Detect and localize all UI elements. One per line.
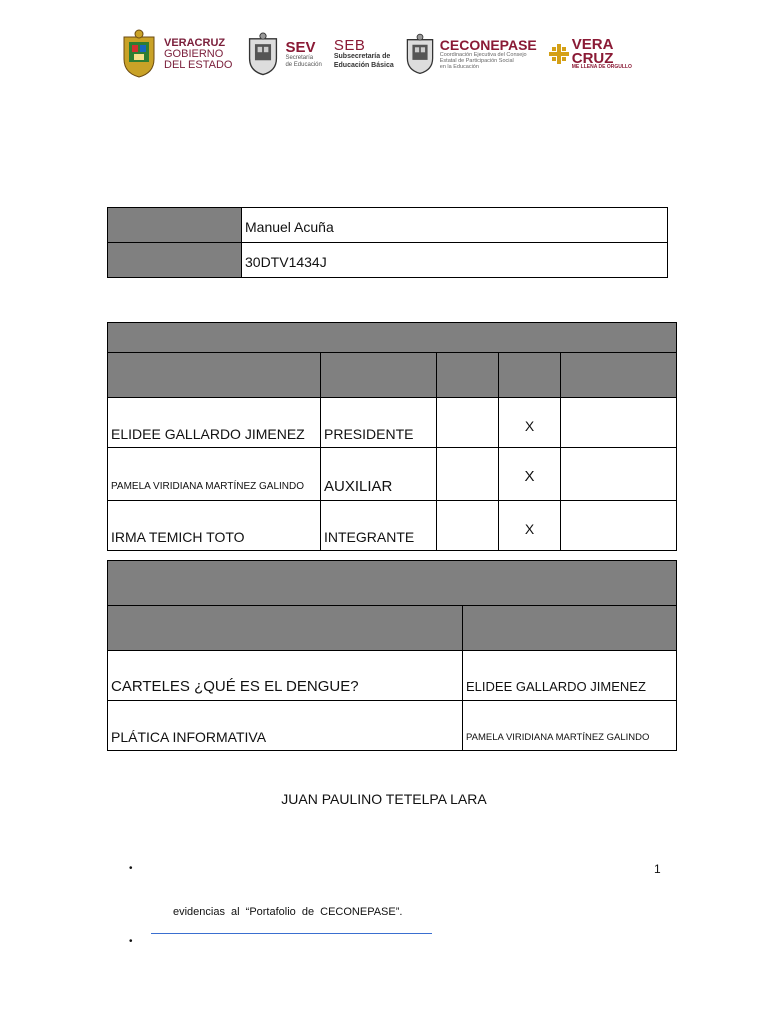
veracruz-star-icon: [549, 44, 569, 64]
table-row: [108, 398, 677, 448]
table-row: [108, 651, 677, 701]
activities-table: [107, 560, 677, 751]
veracruz-brand-line2: CRUZ: [571, 49, 614, 67]
header-cell: [499, 353, 561, 398]
member-col3: [437, 448, 499, 501]
veracruz-line2: GOBIERNO: [164, 47, 224, 60]
member-role: PRESIDENTE: [321, 398, 437, 448]
activity-name: CARTELES ¿QUÉ ES EL DENGUE?: [108, 651, 463, 701]
table-row: [108, 501, 677, 551]
seb-logo: [334, 24, 394, 84]
ceconepase-sub1: Coordinación Ejecutiva del Consejo: [439, 51, 527, 58]
header-cell: [108, 353, 321, 398]
activity-responsible: PAMELA VIRIDIANA MARTÍNEZ GALINDO: [463, 701, 677, 751]
members-table: [107, 322, 677, 551]
member-role: INTEGRANTE: [321, 501, 437, 551]
school-code-cell: 30DTV1434J: [242, 243, 668, 278]
page-number: 1: [654, 862, 661, 876]
seb-sub2: Educación Básica: [333, 61, 394, 69]
header-cell: [561, 353, 677, 398]
sev-sub1: Secretaría: [285, 54, 314, 61]
sev-crest-icon: [246, 29, 280, 79]
activity-responsible: ELIDEE GALLARDO JIMENEZ: [463, 651, 677, 701]
member-col5: [561, 398, 677, 448]
member-col3: [437, 501, 499, 551]
seb-sub1: Subsecretaría de: [333, 53, 391, 61]
school-name-cell: Manuel Acuña: [242, 208, 668, 243]
member-name: IRMA TEMICH TOTO: [108, 501, 321, 551]
table-row: [108, 448, 677, 501]
member-name: PAMELA VIRIDIANA MARTÍNEZ GALINDO: [108, 448, 321, 501]
seb-title: SEB: [333, 37, 366, 55]
veracruz-crest-icon: [120, 29, 158, 79]
member-role: AUXILIAR: [321, 448, 437, 501]
header-cell: [321, 353, 437, 398]
members-title-cell: [108, 323, 677, 353]
members-title-row: [108, 323, 677, 353]
ceconepase-sub2: Estatal de Participación Social: [439, 57, 514, 64]
member-col5: [561, 448, 677, 501]
member-col5: [561, 501, 677, 551]
ceconepase-title: CECONEPASE: [439, 36, 537, 53]
activity-name: PLÁTICA INFORMATIVA: [108, 701, 463, 751]
member-mark: X: [499, 501, 561, 551]
bullet-1: •: [129, 863, 133, 874]
label-cell: [108, 208, 242, 243]
veracruz-brand-line1: VERA: [571, 36, 614, 53]
sev-logo: [246, 24, 321, 84]
member-name: ELIDEE GALLARDO JIMENEZ: [108, 398, 321, 448]
veracruz-brand-tagline: ME LLENA DE ORGULLO: [571, 64, 632, 70]
ceconepase-crest-icon: [404, 29, 436, 79]
veracruz-gobierno-logo: [120, 24, 232, 84]
ceconepase-logo: [404, 24, 537, 84]
portfolio-note: evidencias al “Portafolio de CECONEPASE”.: [173, 906, 403, 918]
activities-header-row: [108, 606, 677, 651]
member-col3: [437, 398, 499, 448]
bullet-2: •: [129, 936, 133, 947]
veracruz-brand-logo: [549, 24, 632, 84]
link-underline: [151, 933, 432, 934]
member-mark: X: [499, 398, 561, 448]
header-logo-strip: [120, 18, 650, 90]
label-cell: [108, 243, 242, 278]
sev-sub2: de Educación: [285, 61, 322, 68]
table-row: [108, 208, 668, 243]
table-row: [108, 701, 677, 751]
veracruz-line3: DEL ESTADO: [164, 58, 233, 71]
veracruz-line1: VERACRUZ: [164, 36, 226, 49]
table-row: [108, 243, 668, 278]
sev-title: SEV: [285, 38, 316, 56]
members-header-row: [108, 353, 677, 398]
school-info-table: [107, 207, 668, 278]
activities-title-row: [108, 561, 677, 606]
header-cell: [108, 606, 463, 651]
header-cell: [437, 353, 499, 398]
activities-title-cell: [108, 561, 677, 606]
ceconepase-sub3: en la Educación: [439, 64, 479, 71]
signer-name: JUAN PAULINO TETELPA LARA: [281, 791, 487, 807]
member-mark: X: [499, 448, 561, 501]
header-cell: [463, 606, 677, 651]
